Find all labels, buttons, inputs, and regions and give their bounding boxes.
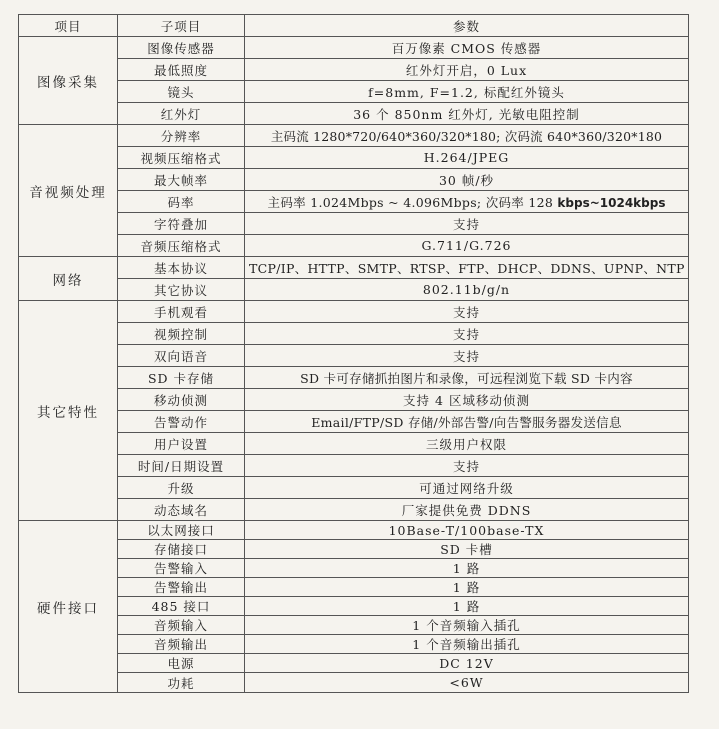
header-row [19, 15, 689, 37]
value-cell: 支持 [245, 455, 689, 477]
table-row [19, 191, 689, 213]
category-cell: 图像采集 [19, 37, 118, 125]
table-row [19, 559, 689, 578]
table-row [19, 213, 689, 235]
subitem-cell: 字符叠加 [118, 213, 245, 235]
table-row [19, 411, 689, 433]
value-cell: 802.11b/g/n [245, 279, 689, 301]
table-row [19, 616, 689, 635]
table-row [19, 654, 689, 673]
subitem-cell: 双向语音 [118, 345, 245, 367]
value-cell: DC 12V [245, 654, 689, 673]
subitem-cell: 升级 [118, 477, 245, 499]
value-cell: 支持 [245, 213, 689, 235]
value-cell: 1 路 [245, 578, 689, 597]
table-row [19, 125, 689, 147]
subitem-cell: 视频控制 [118, 323, 245, 345]
value-cell: 支持 4 区域移动侦测 [245, 389, 689, 411]
table-row [19, 635, 689, 654]
value-cell: G.711/G.726 [245, 235, 689, 257]
table-row [19, 540, 689, 559]
table-row [19, 477, 689, 499]
bitrate-main-text: 主码率 1.024Mbps ~ 4.096Mbps; 次码率 128 [267, 194, 558, 210]
table-row [19, 279, 689, 301]
subitem-cell: 功耗 [118, 673, 245, 693]
value-cell: 10Base-T/100base-TX [245, 521, 689, 540]
subitem-cell: SD 卡存储 [118, 367, 245, 389]
subitem-cell: 电源 [118, 654, 245, 673]
header-params: 参数 [245, 15, 689, 37]
table-row [19, 169, 689, 191]
value-cell: 1 个音频输入插孔 [245, 616, 689, 635]
value-cell: 可通过网络升级 [245, 477, 689, 499]
table-row [19, 37, 689, 59]
subitem-cell: 动态域名 [118, 499, 245, 521]
subitem-cell: 音频输出 [118, 635, 245, 654]
table-row [19, 345, 689, 367]
table-row [19, 433, 689, 455]
value-cell [245, 191, 689, 213]
table-row [19, 455, 689, 477]
value-cell: 1 路 [245, 559, 689, 578]
value-cell: SD 卡槽 [245, 540, 689, 559]
subitem-cell: 图像传感器 [118, 37, 245, 59]
value-cell: 36 个 850nm 红外灯, 光敏电阻控制 [245, 103, 689, 125]
value-cell: SD 卡可存储抓拍图片和录像，可远程浏览下载 SD 卡内容 [245, 367, 689, 389]
table-row [19, 257, 689, 279]
value-cell: 主码流 1280*720/640*360/320*180; 次码流 640*360/320*180 [245, 125, 689, 147]
table-row [19, 367, 689, 389]
table-row [19, 673, 689, 693]
subitem-cell: 用户设置 [118, 433, 245, 455]
header-subitem: 子项目 [118, 15, 245, 37]
value-cell: 三级用户权限 [245, 433, 689, 455]
subitem-cell: 红外灯 [118, 103, 245, 125]
table-row [19, 323, 689, 345]
subitem-cell: 音频压缩格式 [118, 235, 245, 257]
category-cell: 网络 [19, 257, 118, 301]
value-cell: 百万像素 CMOS 传感器 [245, 37, 689, 59]
value-cell: 红外灯开启，0 Lux [245, 59, 689, 81]
value-cell: 1 个音频输出插孔 [245, 635, 689, 654]
category-cell: 其它特性 [19, 301, 118, 521]
table-row [19, 235, 689, 257]
header-item: 项目 [19, 15, 118, 37]
value-cell: <6W [245, 673, 689, 693]
category-cell: 硬件接口 [19, 521, 118, 693]
table-row [19, 578, 689, 597]
value-cell: 1 路 [245, 597, 689, 616]
table-row [19, 301, 689, 323]
subitem-cell: 移动侦测 [118, 389, 245, 411]
subitem-cell: 485 接口 [118, 597, 245, 616]
subitem-cell: 视频压缩格式 [118, 147, 245, 169]
value-cell: 支持 [245, 301, 689, 323]
subitem-cell: 镜头 [118, 81, 245, 103]
subitem-cell: 码率 [118, 191, 245, 213]
table-row [19, 81, 689, 103]
value-cell: H.264/JPEG [245, 147, 689, 169]
table-row [19, 597, 689, 616]
subitem-cell: 手机观看 [118, 301, 245, 323]
table-row [19, 59, 689, 81]
value-cell: 30 帧/秒 [245, 169, 689, 191]
value-cell: 厂家提供免费 DDNS [245, 499, 689, 521]
table-row [19, 103, 689, 125]
subitem-cell: 时间/日期设置 [118, 455, 245, 477]
subitem-cell: 存储接口 [118, 540, 245, 559]
table-row [19, 499, 689, 521]
subitem-cell: 告警输出 [118, 578, 245, 597]
subitem-cell: 最大帧率 [118, 169, 245, 191]
subitem-cell: 告警输入 [118, 559, 245, 578]
bitrate-sub-text: kbps~1024kbps [557, 195, 666, 210]
table-row [19, 521, 689, 540]
spec-table [18, 14, 689, 693]
subitem-cell: 分辨率 [118, 125, 245, 147]
subitem-cell: 最低照度 [118, 59, 245, 81]
value-cell: 支持 [245, 323, 689, 345]
value-cell: TCP/IP、HTTP、SMTP、RTSP、FTP、DHCP、DDNS、UPNP、NTP [245, 257, 689, 279]
subitem-cell: 基本协议 [118, 257, 245, 279]
table-row [19, 147, 689, 169]
table-row [19, 389, 689, 411]
value-cell: f=8mm, F=1.2, 标配红外镜头 [245, 81, 689, 103]
value-cell: Email/FTP/SD 存储/外部告警/向告警服务器发送信息 [245, 411, 689, 433]
category-cell: 音视频处理 [19, 125, 118, 257]
subitem-cell: 以太网接口 [118, 521, 245, 540]
subitem-cell: 告警动作 [118, 411, 245, 433]
subitem-cell: 音频输入 [118, 616, 245, 635]
subitem-cell: 其它协议 [118, 279, 245, 301]
value-cell: 支持 [245, 345, 689, 367]
